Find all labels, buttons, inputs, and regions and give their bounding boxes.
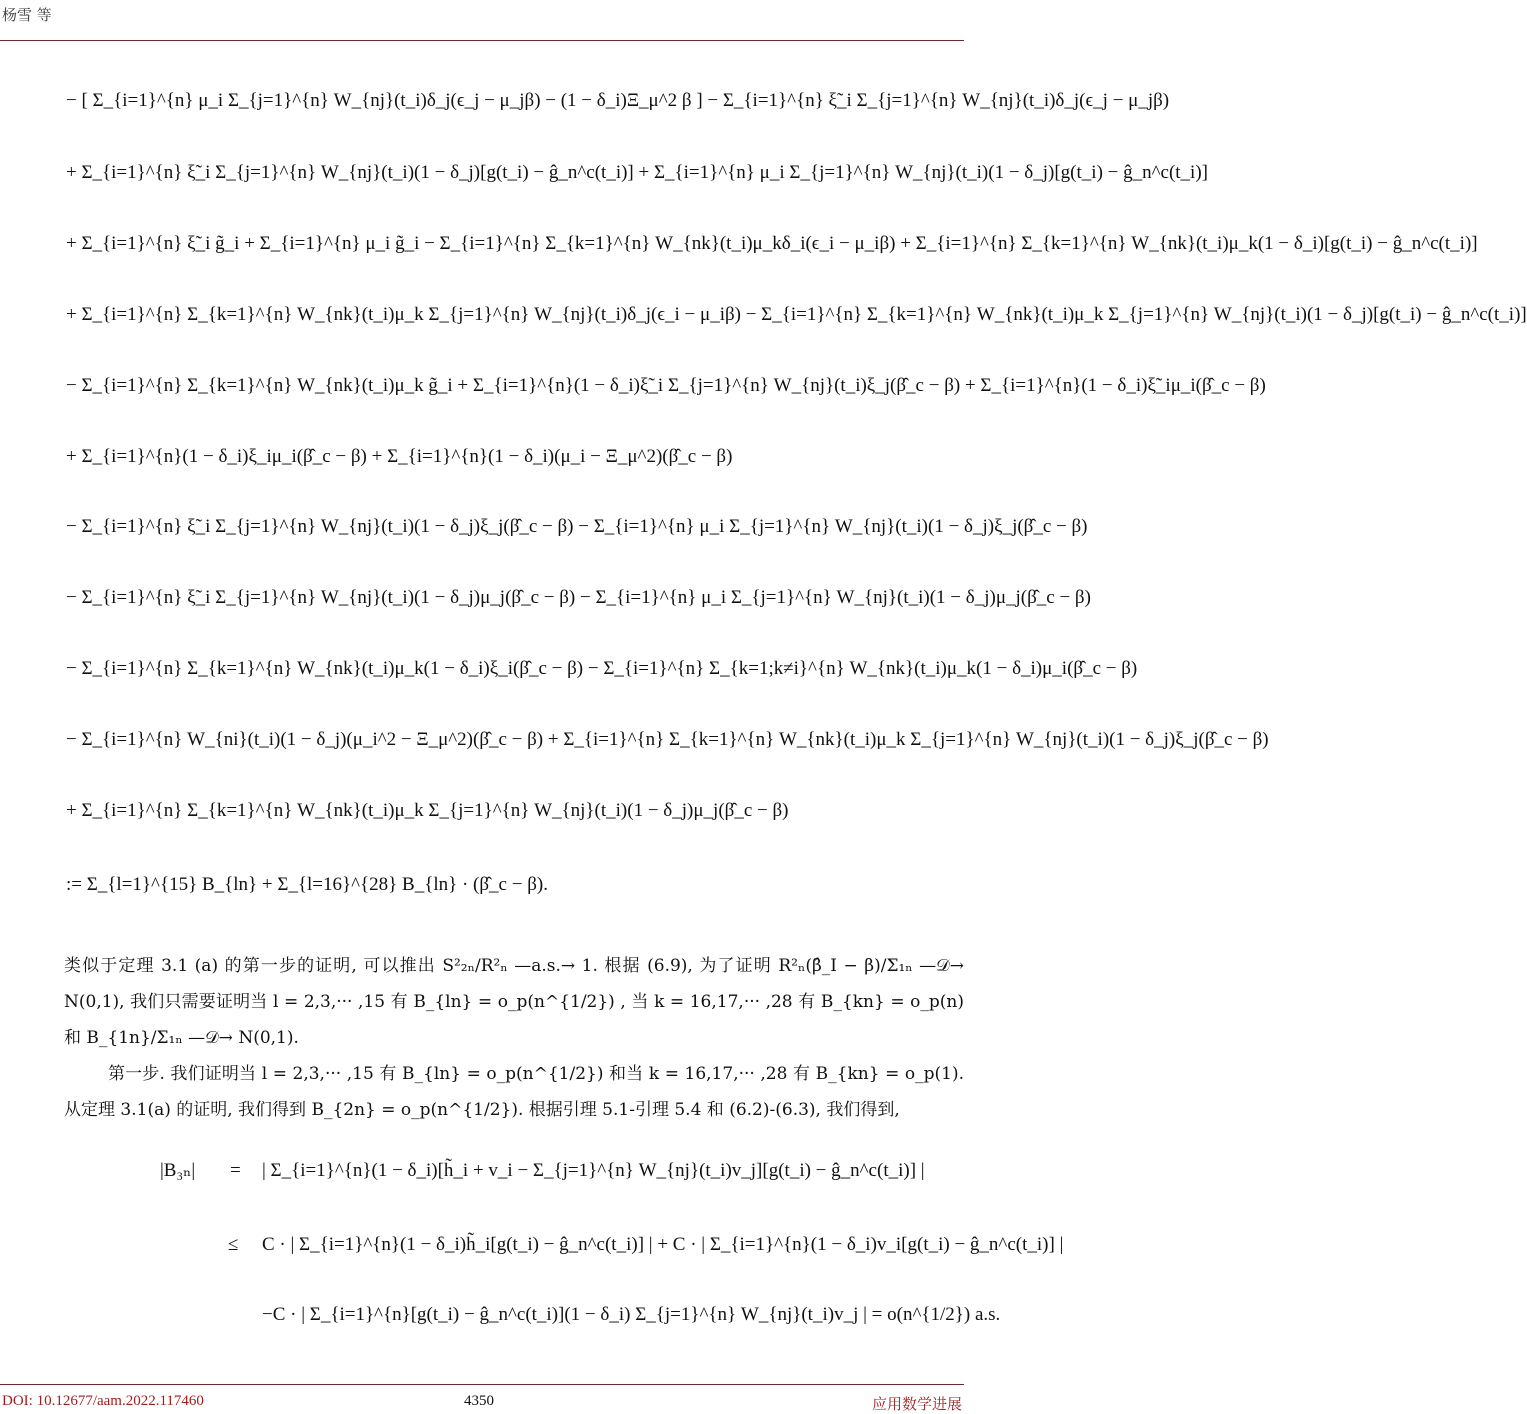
display-rhs: −C · | Σ_{i=1}^{n}[g(t_i) − ĝ_n^c(t_i)](1 − δ_i) Σ_{j=1}^{n} W_{nj}(t_i)v_j | = o(n^{1/2}) a.s. [262, 1304, 1001, 1325]
equation-line: + Σ_{i=1}^{n} Σ_{k=1}^{n} W_{nk}(t_i)μ_k Σ_{j=1}^{n} W_{nj}(t_i)δ_j(ϵ_i − μ_iβ) − Σ_{i=1}^{n} Σ_{k=1}^{n} W_{nk}(t_i)μ_k Σ_{j=1}^{n} W_{nj}(t_i)(1 − δ_j)[g(t_i) − ĝ_n^c(t_i)] [66, 304, 1527, 325]
paragraph-step-one [64, 1056, 964, 1128]
equation-line: + Σ_{i=1}^{n} Σ_{k=1}^{n} W_{nk}(t_i)μ_k Σ_{j=1}^{n} W_{nj}(t_i)(1 − δ_j)μ_j(β̂_c − β) [66, 800, 789, 821]
paragraph-text: 类似于定理 3.1 (a) 的第一步的证明, 可以推出 S²₂ₙ/R²ₙ —a.s.→ 1. 根据 (6.9), 为了证明 R²ₙ(β̂_I − β)/Σ₁ₙ —𝒟→ N(0,1), 我们只需要证明当 l = 2,3,··· ,15 有 B_{ln} = o_p(n^{1/2}) , 当 k = 16,17,··· ,28 有 B_{kn} = o_p(n) 和 B_{1n}/Σ₁ₙ —𝒟→ N(0,1). [64, 956, 964, 1048]
display-relation: = [230, 1160, 241, 1181]
paragraph-proof-intro [64, 948, 964, 1056]
display-lhs: |B₃ₙ| [160, 1160, 196, 1181]
equation-line: − Σ_{i=1}^{n} ξ̃_i Σ_{j=1}^{n} W_{nj}(t_i)(1 − δ_j)ξ_j(β̂_c − β) − Σ_{i=1}^{n} μ_i Σ_{j=1}^{n} W_{nj}(t_i)(1 − δ_j)ξ_j(β̂_c − β) [66, 516, 1088, 537]
equation-line: := Σ_{l=1}^{15} B_{ln} + Σ_{l=16}^{28} B_{ln} · (β̂_c − β). [66, 874, 548, 895]
display-relation: ≤ [228, 1234, 239, 1255]
equation-line: − Σ_{i=1}^{n} Σ_{k=1}^{n} W_{nk}(t_i)μ_k(1 − δ_i)ξ_i(β̂_c − β) − Σ_{i=1}^{n} Σ_{k=1;k≠i}^{n} W_{nk}(t_i)μ_k(1 − δ_i)μ_i(β̂_c − β) [66, 658, 1138, 679]
display-rhs: C · | Σ_{i=1}^{n}(1 − δ_i)h̃_i[g(t_i) − ĝ_n^c(t_i)] | + C · | Σ_{i=1}^{n}(1 − δ_i)v_i[g(t_i) − ĝ_n^c(t_i)] | [262, 1234, 1064, 1255]
paragraph-text: 第一步. 我们证明当 l = 2,3,··· ,15 有 B_{ln} = o_p(n^{1/2}) 和当 k = 16,17,··· ,28 有 B_{kn} = o_p(1). 从定理 3.1(a) 的证明, 我们得到 B_{2n} = o_p(n^{1/2}). 根据引理 5.1-引理 5.4 和 (6.2)-(6.3), 我们得到, [64, 1064, 964, 1120]
footer-divider [0, 1384, 964, 1385]
display-rhs: | Σ_{i=1}^{n}(1 − δ_i)[h̃_i + v_i − Σ_{j=1}^{n} W_{nj}(t_i)v_j][g(t_i) − ĝ_n^c(t_i)] | [262, 1160, 925, 1181]
footer-doi-link[interactable]: DOI: 10.12677/aam.2022.117460 [2, 1393, 204, 1409]
footer-journal-name[interactable]: 应用数学进展 [871, 1395, 962, 1413]
equation-line: − Σ_{i=1}^{n} Σ_{k=1}^{n} W_{nk}(t_i)μ_k g̃_i + Σ_{i=1}^{n}(1 − δ_i)ξ̃_i Σ_{j=1}^{n} W_{nj}(t_i)ξ_j(β̂_c − β) + Σ_{i=1}^{n}(1 − δ_i)ξ̃_iμ_i(β̂_c − β) [66, 375, 1266, 396]
equation-line: − Σ_{i=1}^{n} ξ̃_i Σ_{j=1}^{n} W_{nj}(t_i)(1 − δ_j)μ_j(β̂_c − β) − Σ_{i=1}^{n} μ_i Σ_{j=1}^{n} W_{nj}(t_i)(1 − δ_j)μ_j(β̂_c − β) [66, 587, 1091, 608]
equation-line: − Σ_{i=1}^{n} W_{ni}(t_i)(1 − δ_j)(μ_i^2 − Ξ_μ^2)(β̂_c − β) + Σ_{i=1}^{n} Σ_{k=1}^{n} W_{nk}(t_i)μ_k Σ_{j=1}^{n} W_{nj}(t_i)(1 − δ_j)ξ_j(β̂_c − β) [66, 729, 1269, 750]
footer-page-number: 4350 [464, 1393, 494, 1409]
header-divider [0, 40, 964, 41]
equation-line: − [ Σ_{i=1}^{n} μ_i Σ_{j=1}^{n} W_{nj}(t_i)δ_j(ϵ_j − μ_jβ) − (1 − δ_i)Ξ_μ^2 β ] − Σ_{i=1}^{n} ξ̃_i Σ_{j=1}^{n} W_{nj}(t_i)δ_j(ϵ_j − μ_jβ) [66, 90, 1170, 111]
header-author: 杨雪 等 [2, 6, 52, 24]
equation-line: + Σ_{i=1}^{n} ξ̃_i Σ_{j=1}^{n} W_{nj}(t_i)(1 − δ_j)[g(t_i) − ĝ_n^c(t_i)] + Σ_{i=1}^{n} μ_i Σ_{j=1}^{n} W_{nj}(t_i)(1 − δ_j)[g(t_i) − ĝ_n^c(t_i)] [66, 162, 1208, 183]
equation-line: + Σ_{i=1}^{n}(1 − δ_i)ξ_iμ_i(β̂_c − β) + Σ_{i=1}^{n}(1 − δ_i)(μ_i − Ξ_μ^2)(β̂_c − β) [66, 446, 733, 467]
equation-line: + Σ_{i=1}^{n} ξ̃_i g̃_i + Σ_{i=1}^{n} μ_i g̃_i − Σ_{i=1}^{n} Σ_{k=1}^{n} W_{nk}(t_i)μ_kδ_i(ϵ_i − μ_iβ) + Σ_{i=1}^{n} Σ_{k=1}^{n} W_{nk}(t_i)μ_k(1 − δ_i)[g(t_i) − ĝ_n^c(t_i)] [66, 233, 1478, 254]
